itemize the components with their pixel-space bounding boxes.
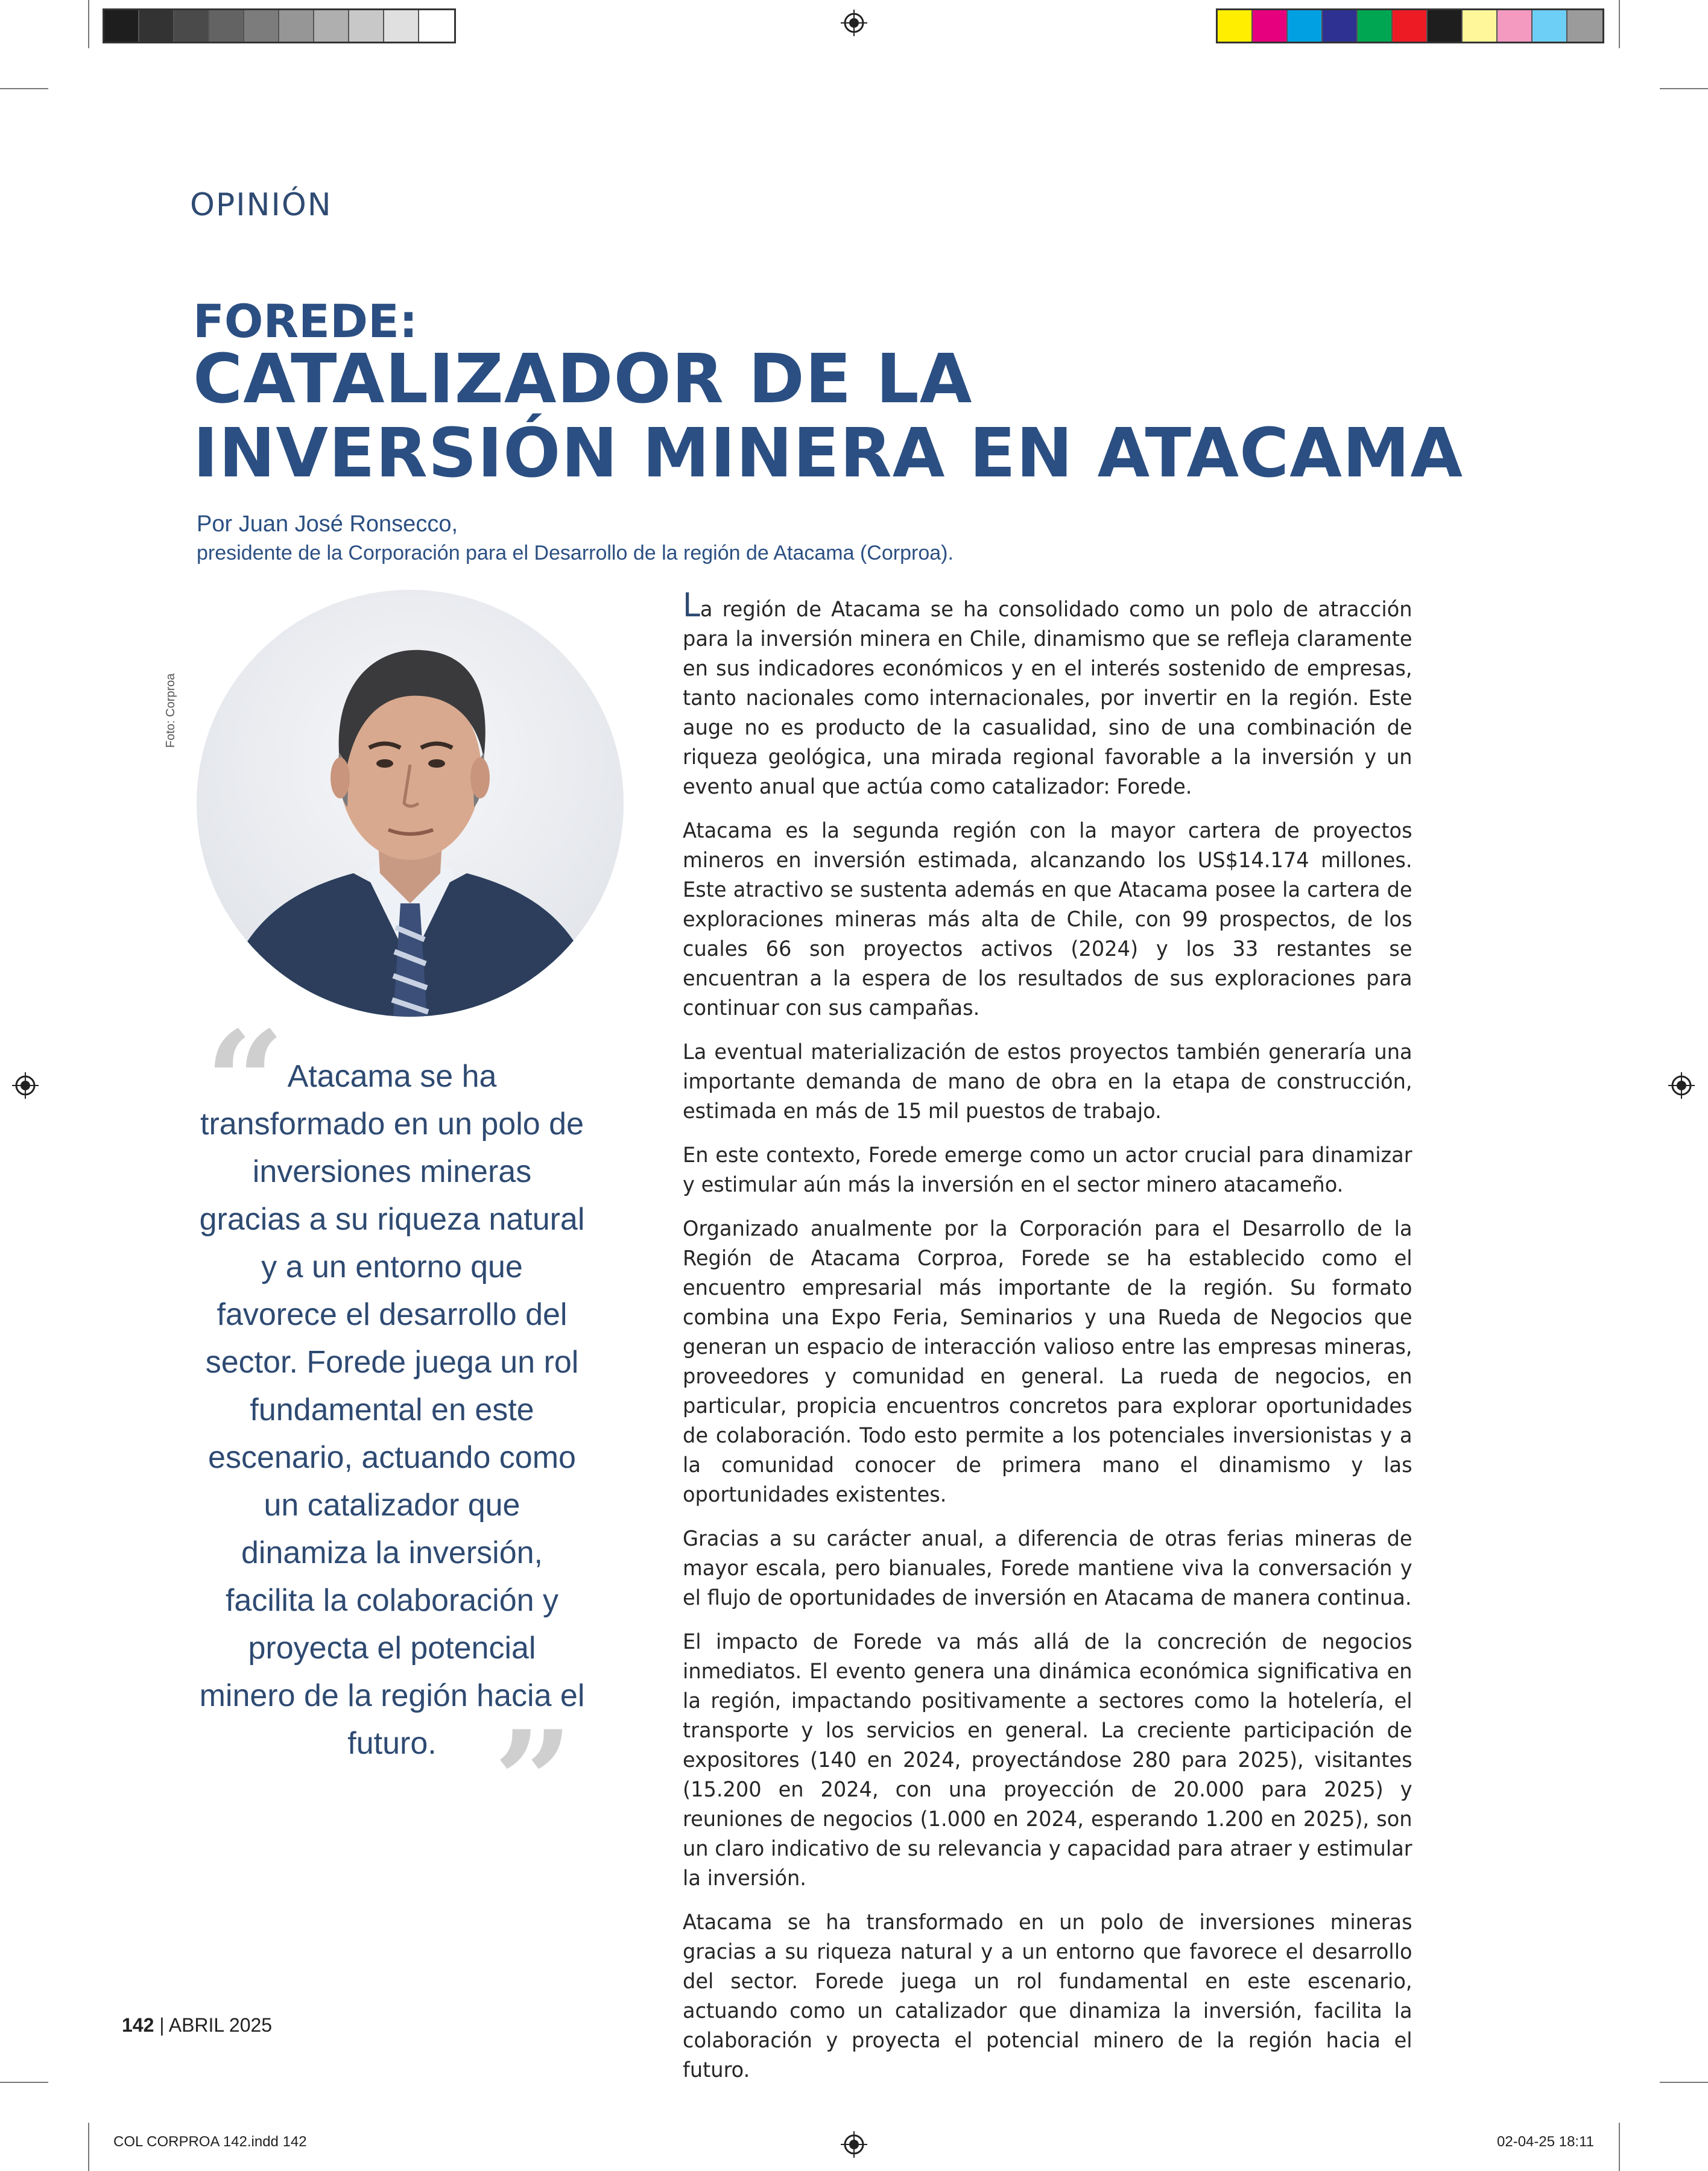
gray-patch [314, 10, 349, 42]
article-title-line: INVERSIÓN MINERA EN ATACAMA [193, 414, 1463, 493]
color-patch [1358, 10, 1393, 42]
body-paragraph: Gracias a su carácter anual, a diferencia de otras ferias mineras de mayor escala, pero bianuales, Forede mantiene viva la conversación y el flujo de oportunidades de inversión en Atacama de manera continua. [683, 1527, 1412, 1610]
process-color-bar [1216, 8, 1604, 43]
gray-patch [244, 10, 279, 42]
author-portrait [197, 590, 624, 1017]
crop-mark [0, 2082, 48, 2083]
grayscale-color-bar [103, 8, 456, 43]
body-paragraph [683, 586, 1412, 802]
crop-mark [88, 2123, 89, 2171]
page-folio [122, 2014, 272, 2037]
print-slug-file: COL CORPROA 142.indd 142 [113, 2134, 307, 2150]
photo-credit: Foto: Corproa [164, 673, 177, 748]
color-patch [1463, 10, 1498, 42]
registration-mark-icon [1668, 1072, 1695, 1099]
crop-mark [0, 88, 48, 89]
article-title [193, 340, 1463, 493]
folio-separator: | [154, 2014, 169, 2036]
registration-mark-icon [841, 2131, 867, 2158]
body-paragraph: El impacto de Forede va más allá de la concreción de negocios inmediatos. El evento genera una dinámica económica significativa en la región, impactando positivamente a sectores como la hotelería, el transporte y los servicios en general. La creciente participación de expositores (140 en 2024, proyectándose 280 para 2025), visitantes (15.200 en 2024, con una proyección de 20.000 para 2025) y reuniones de negocios (1.000 en 2024, esperando 1.200 en 2025), son un claro indicativo de su relevancia y capacidad para atraer y estimular la inversión. [683, 1630, 1412, 1891]
registration-mark-icon [841, 10, 867, 36]
gray-patch [279, 10, 314, 42]
section-label: OPINIÓN [190, 187, 332, 223]
color-patch [1218, 10, 1253, 42]
color-patch [1288, 10, 1323, 42]
body-paragraph: Atacama se ha transformado en un polo de inversiones mineras gracias a su riqueza natural y a un entorno que favorece el desarrollo del sector. Forede juega un rol fundamental en este escenario, actuando como un catalizador que dinamiza la inversión, facilita la colaboración y proyecta el potencial minero de la región hacia el futuro. [683, 1910, 1412, 2082]
color-patch [1393, 10, 1428, 42]
body-paragraph: En este contexto, Forede emerge como un actor crucial para dinamizar y estimular aún más la inversión en el sector minero atacameño. [683, 1143, 1412, 1197]
paragraph-text: a región de Atacama se ha consolidado como un polo de atracción para la inversión minera en Chile, dinamismo que se refleja claramente en sus indicadores económicos y en el interés sostenido de empresas, tanto nacionales como internacionales, por invertir en la región. Este auge no es producto de la casualidad, sino de una combinación de riqueza geológica, una mirada regional favorable a la inversión y un evento anual que actúa como catalizador: Forede. [683, 598, 1412, 799]
print-slug-date: 02-04-25 18:11 [1497, 2134, 1595, 2150]
page-number: 142 [122, 2014, 154, 2036]
gray-patch [209, 10, 244, 42]
body-paragraph: Atacama es la segunda región con la mayor cartera de proyectos mineros en inversión estimada, alcanzando los US$14.174 millones. Este atractivo se sustenta además en que Atacama posee la cartera de exploraciones mineras más alta de Chile, con 99 prospectos, de los cuales 66 son proyectos activos (2024) y los 33 restantes se encuentran a la espera de los resultados de sus exploraciones para continuar con sus campañas. [683, 819, 1412, 1020]
article-title-line: CATALIZADOR DE LA [193, 340, 973, 419]
crop-mark [1660, 2082, 1708, 2083]
gray-patch [419, 10, 454, 42]
author-byline: Por Juan José Ronsecco, [197, 511, 458, 537]
registration-mark-icon [12, 1072, 39, 1099]
gray-patch [384, 10, 419, 42]
author-role: presidente de la Corporación para el Desarrollo de la región de Atacama (Corproa). [197, 542, 954, 564]
color-patch [1253, 10, 1288, 42]
issue-date: ABRIL 2025 [168, 2014, 273, 2036]
gray-patch [104, 10, 139, 42]
color-patch [1498, 10, 1532, 42]
color-patch [1567, 10, 1602, 42]
gray-patch [139, 10, 174, 42]
color-patch [1323, 10, 1358, 42]
open-quote-icon: “ [205, 1001, 285, 1164]
gray-patch [349, 10, 384, 42]
pull-quote: Atacama se ha transformado en un polo de inversiones mineras gracias a su riqueza natural y a un entorno que favorece el desarrollo del sector. Forede juega un rol fundamental en este escenario, actuando como un catalizador que dinamiza la inversión, facilita la colaboración y proyecta el potencial minero de la región hacia el futuro. [199, 1059, 585, 1761]
crop-mark [1619, 0, 1620, 48]
portrait-illustration [197, 590, 624, 1017]
color-patch [1532, 10, 1567, 42]
crop-mark [88, 0, 89, 48]
body-paragraph: Organizado anualmente por la Corporación para el Desarrollo de la Región de Atacama Corproa, Forede se ha establecido como el encuentro empresarial más importante de la región. Su formato combina una Expo Feria, Seminarios y una Rueda de Negocios que generan un espacio de interacción valioso entre las empresas mineras, proveedores y comunidad en general. La rueda de negocios, en particular, propicia encuentros concretos para explorar oportunidades de colaboración. Todo esto permite a los potenciales inversionistas y a la comunidad conocer de primera mano el dinamismo y las oportunidades existentes. [683, 1217, 1412, 1507]
article-body [683, 586, 1412, 2100]
drop-cap: L [683, 586, 700, 624]
crop-mark [1619, 2123, 1620, 2171]
close-quote-icon: ” [493, 1701, 574, 1863]
crop-mark [1660, 88, 1708, 89]
gray-patch [174, 10, 209, 42]
body-paragraph: La eventual materialización de estos proyectos también generaría una importante demanda de mano de obra en la etapa de construcción, estimada en más de 15 mil puestos de trabajo. [683, 1040, 1412, 1123]
color-patch [1428, 10, 1463, 42]
article-title-kicker: FOREDE: [193, 294, 418, 348]
